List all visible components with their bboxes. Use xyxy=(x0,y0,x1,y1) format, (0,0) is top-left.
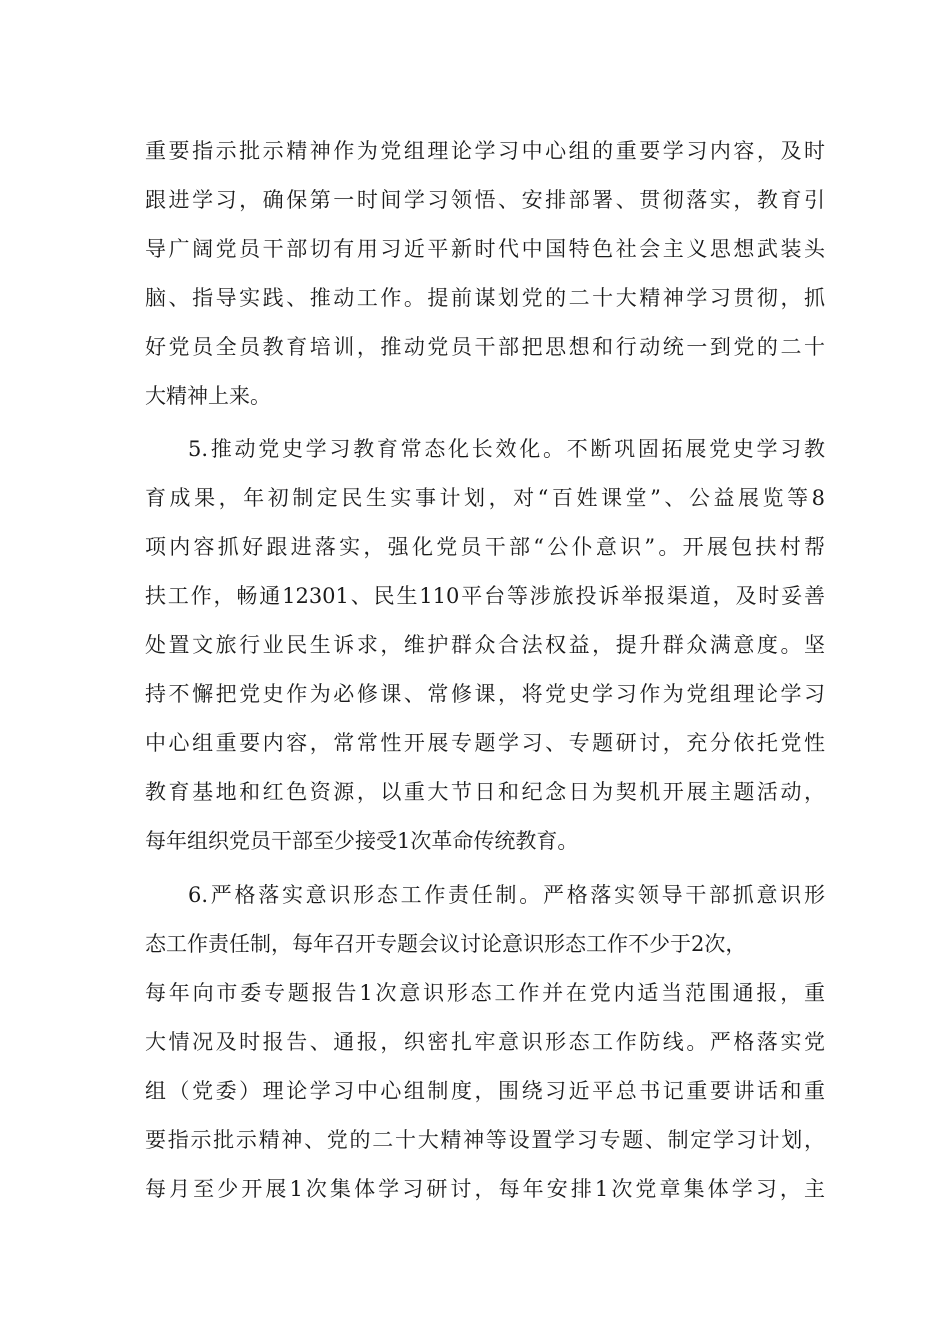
text-line: 导广阔党员干部切有用习近平新时代中国特色社会主义思想武装头 xyxy=(145,237,825,261)
text-line: 大精神上来。 xyxy=(145,384,271,408)
text-line: 组（党委）理论学习中心组制度，围绕习近平总书记重要讲话和重 xyxy=(145,1079,825,1103)
text-line: 处置文旅行业民生诉求，维护群众合法权益，提升群众满意度。坚 xyxy=(145,633,825,657)
text-line: 要指示批示精神、党的二十大精神等设置学习专题、制定学习计划， xyxy=(145,1128,825,1152)
text-line: 重要指示批示精神作为党组理论学习中心组的重要学习内容，及时 xyxy=(145,139,825,163)
section-6-heading-line: 6.严格落实意识形态工作责任制。严格落实领导干部抓意识形 xyxy=(188,883,825,907)
text-line: 脑、指导实践、推动工作。提前谋划党的二十大精神学习贯彻，抓 xyxy=(145,286,825,310)
text-line: 扶工作，畅通12301、民生110平台等涉旅投诉举报渠道，及时妥善 xyxy=(145,584,825,608)
text-line: 持不懈把党史作为必修课、常修课，将党史学习作为党组理论学习 xyxy=(145,682,825,706)
text-line: 大情况及时报告、通报，织密扎牢意识形态工作防线。严格落实党 xyxy=(145,1030,825,1054)
text-line: 育成果，年初制定民生实事计划，对“百姓课堂”、公益展览等8 xyxy=(145,486,825,510)
section-5-heading-line: 5.推动党史学习教育常态化长效化。不断巩固拓展党史学习教 xyxy=(188,437,825,461)
text-line: 中心组重要内容，常常性开展专题学习、专题研讨，充分依托党性 xyxy=(145,731,825,755)
text-line: 好党员全员教育培训，推动党员干部把思想和行动统一到党的二十 xyxy=(145,335,825,359)
text-line: 项内容抓好跟进落实，强化党员干部“公仆意识”。开展包扶村帮 xyxy=(145,535,825,559)
text-line: 每月至少开展1次集体学习研讨，每年安排1次党章集体学习，主 xyxy=(145,1177,825,1201)
text-line: 教育基地和红色资源，以重大节日和纪念日为契机开展主题活动， xyxy=(145,780,825,804)
text-line: 每年向市委专题报告1次意识形态工作并在党内适当范围通报，重 xyxy=(145,981,825,1005)
text-line: 每年组织党员干部至少接受1次革命传统教育。 xyxy=(145,829,579,853)
text-line: 态工作责任制，每年召开专题会议讨论意识形态工作不少于2次， xyxy=(145,932,747,956)
text-line: 跟进学习，确保第一时间学习领悟、安排部署、贯彻落实，教育引 xyxy=(145,188,825,212)
